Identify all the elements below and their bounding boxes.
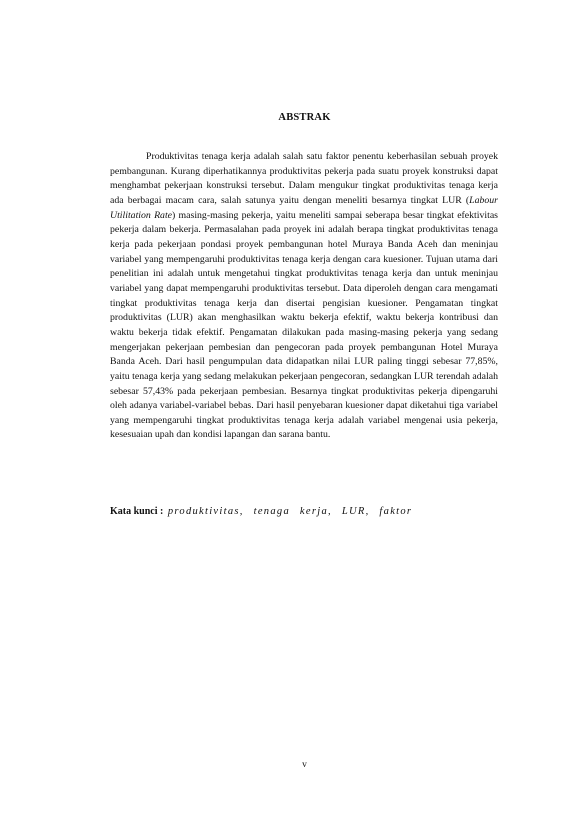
abstract-italic-term: Labour Utilitation Rate: [110, 194, 498, 221]
keywords-list: produktivitas, tenaga kerja, LUR, faktor: [167, 506, 413, 517]
page-number: v: [302, 760, 307, 770]
keywords-line: [110, 506, 510, 517]
abstract-paragraph: [110, 150, 498, 443]
page-title: ABSTRAK: [278, 112, 331, 123]
abstract-text-part-2: ) masing-masing pekerja, yaitu meneliti sampai seberapa besar tingkat efektivitas pekerja dalam bekerja. Permasalahan pada proyek ini adalah berapa tingkat produktivitas tenaga kerja pada pekerjaan pondasi proyek pembangunan hotel Muraya Banda Aceh dan meninjau variabel yang mempengaruhi produktivitas tenaga kerja dengan cara kuesioner. Tujuan utama dari penelitian ini adalah untuk mengetahui tingkat produktivitas tenaga kerja dan untuk meninjau variabel yang dapat mempengaruhi produktivitas tersebut. Data diperoleh dengan cara mengamati tingkat produktivitas tenaga kerja dan disertai pengisian kuesioner. Pengamatan tingkat produktivitas (LUR) akan menghasilkan waktu bekerja efektif, waktu bekerja kontribusi dan waktu bekerja tidak efektif. Pengamatan dilakukan pada masing-masing pekerja yang sedang mengerjakan pekerjaan pembesian dan pengecoran pada proyek pembangunan Hotel Muraya Banda Aceh. Dari hasil pengumpulan data didapatkan nilai LUR paling tinggi sebesar 77,85%, yaitu tenaga kerja yang sedang melakukan pekerjaan pengecoran, sedangkan LUR terendah adalah sebesar 57,43% pada pekerjaan pembesian. Besarnya tingkat produktivitas pekerja dipengaruhi oleh adanya variabel-variabel bebas. Dari hasil penyebaran kuesioner dapat diketahui tiga variabel yang mempengaruhi tingkat produktivitas tenaga kerja adalah variabel mengenai usia pekerja, kesesuaian upah dan kondisi lapangan dan sarana bantu.: [110, 209, 498, 441]
keywords-label: Kata kunci :: [110, 506, 164, 517]
abstract-text-part-1: Produktivitas tenaga kerja adalah salah satu faktor penentu keberhasilan sebuah proyek pembangunan. Kurang diperhatikannya produktivitas pekerja pada suatu proyek konstruksi dapat menghambat pekerjaan konstruksi tersebut. Dalam mengukur tingkat produktivitas tenaga kerja ada berbagai macam cara, salah satunya yaitu dengan meneliti besarnya tingkat LUR (: [110, 151, 498, 206]
